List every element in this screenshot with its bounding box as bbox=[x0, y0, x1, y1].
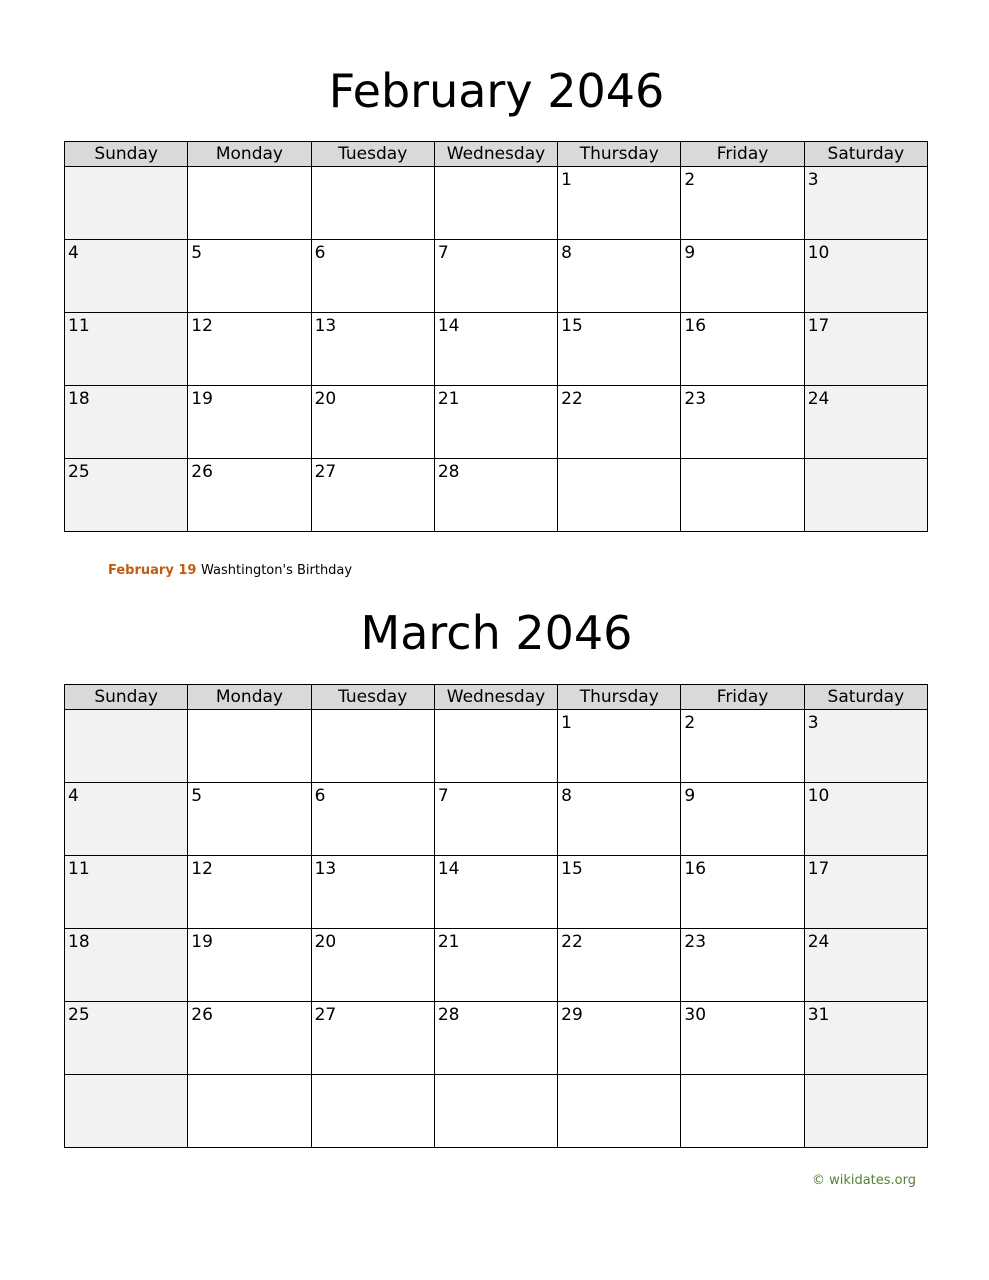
day-number: 14 bbox=[437, 859, 460, 879]
day-cell bbox=[804, 783, 927, 856]
day-number: 10 bbox=[807, 786, 830, 806]
day-number: 3 bbox=[807, 170, 819, 190]
day-cell bbox=[804, 313, 927, 386]
day-cell bbox=[311, 710, 434, 783]
day-cell bbox=[558, 1075, 681, 1148]
day-number: 22 bbox=[561, 389, 583, 409]
day-cell bbox=[65, 1002, 188, 1075]
day-number: 7 bbox=[437, 786, 449, 806]
day-number: 24 bbox=[807, 389, 830, 409]
day-cell bbox=[681, 783, 804, 856]
day-number: 15 bbox=[561, 859, 583, 879]
day-cell bbox=[188, 240, 311, 313]
day-cell bbox=[681, 313, 804, 386]
day-cell bbox=[188, 929, 311, 1002]
weekday-header: Wednesday bbox=[434, 685, 557, 710]
week-row bbox=[65, 240, 928, 313]
weekday-header-row bbox=[65, 685, 928, 710]
day-cell bbox=[188, 1002, 311, 1075]
day-cell bbox=[188, 856, 311, 929]
day-number: 21 bbox=[437, 389, 460, 409]
day-cell bbox=[558, 783, 681, 856]
weekday-header: Thursday bbox=[558, 142, 681, 167]
week-row bbox=[65, 167, 928, 240]
day-number: 25 bbox=[68, 462, 90, 482]
day-cell bbox=[804, 929, 927, 1002]
day-number: 27 bbox=[314, 462, 337, 482]
day-cell bbox=[311, 386, 434, 459]
day-number: 6 bbox=[314, 786, 326, 806]
day-cell bbox=[65, 929, 188, 1002]
day-number: 12 bbox=[191, 316, 213, 336]
day-cell bbox=[681, 240, 804, 313]
day-number: 19 bbox=[191, 389, 213, 409]
day-number: 8 bbox=[561, 243, 572, 263]
day-cell bbox=[681, 929, 804, 1002]
day-number: 18 bbox=[68, 389, 90, 409]
day-cell bbox=[188, 459, 311, 532]
day-number: 30 bbox=[684, 1005, 707, 1025]
day-cell bbox=[188, 783, 311, 856]
week-row bbox=[65, 856, 928, 929]
day-cell bbox=[434, 1002, 557, 1075]
day-cell bbox=[311, 167, 434, 240]
day-number: 28 bbox=[437, 1005, 460, 1025]
day-cell bbox=[65, 240, 188, 313]
day-cell bbox=[558, 240, 681, 313]
day-cell bbox=[804, 167, 927, 240]
weekday-header-row bbox=[65, 142, 928, 167]
day-cell bbox=[804, 710, 927, 783]
day-number: 4 bbox=[68, 786, 79, 806]
weekday-header: Sunday bbox=[65, 685, 188, 710]
day-cell bbox=[434, 929, 557, 1002]
day-number: 14 bbox=[437, 316, 460, 336]
holiday-name: Washtington's Birthday bbox=[201, 563, 353, 578]
day-number: 6 bbox=[314, 243, 326, 263]
day-cell bbox=[188, 710, 311, 783]
weekday-header: Saturday bbox=[804, 685, 927, 710]
day-number: 2 bbox=[684, 713, 696, 733]
day-cell bbox=[804, 386, 927, 459]
day-number: 10 bbox=[807, 243, 830, 263]
day-number bbox=[435, 1075, 557, 1078]
day-number bbox=[681, 1075, 803, 1078]
weekday-header: Wednesday bbox=[434, 142, 557, 167]
day-number bbox=[805, 459, 927, 462]
day-number bbox=[188, 1075, 310, 1078]
day-number: 18 bbox=[68, 932, 90, 952]
week-row bbox=[65, 1002, 928, 1075]
day-cell bbox=[65, 1075, 188, 1148]
day-cell bbox=[804, 1002, 927, 1075]
day-cell bbox=[681, 856, 804, 929]
day-cell bbox=[188, 313, 311, 386]
day-number bbox=[188, 710, 310, 713]
day-number: 2 bbox=[684, 170, 696, 190]
day-number: 3 bbox=[807, 713, 819, 733]
day-number: 16 bbox=[684, 859, 707, 879]
calendar-body bbox=[65, 710, 928, 1148]
day-number: 25 bbox=[68, 1005, 90, 1025]
week-row bbox=[65, 710, 928, 783]
day-number: 29 bbox=[561, 1005, 583, 1025]
day-number: 15 bbox=[561, 316, 583, 336]
day-cell bbox=[804, 240, 927, 313]
day-number: 8 bbox=[561, 786, 572, 806]
day-number bbox=[65, 1075, 187, 1078]
day-number: 13 bbox=[314, 316, 337, 336]
weekday-header: Saturday bbox=[804, 142, 927, 167]
day-number: 26 bbox=[191, 1005, 213, 1025]
day-cell bbox=[558, 459, 681, 532]
day-cell bbox=[681, 386, 804, 459]
day-cell bbox=[311, 783, 434, 856]
day-number: 9 bbox=[684, 243, 696, 263]
week-row bbox=[65, 783, 928, 856]
day-cell bbox=[558, 167, 681, 240]
day-cell bbox=[558, 710, 681, 783]
day-cell bbox=[311, 856, 434, 929]
day-number: 5 bbox=[191, 243, 203, 263]
day-cell bbox=[681, 1002, 804, 1075]
day-number bbox=[312, 167, 434, 170]
day-cell bbox=[434, 313, 557, 386]
day-number bbox=[312, 710, 434, 713]
day-cell bbox=[311, 459, 434, 532]
day-number bbox=[65, 167, 187, 170]
day-cell bbox=[188, 167, 311, 240]
weekday-header: Tuesday bbox=[311, 142, 434, 167]
day-cell bbox=[434, 459, 557, 532]
day-number bbox=[805, 1075, 927, 1078]
week-row bbox=[65, 929, 928, 1002]
day-number: 12 bbox=[191, 859, 213, 879]
day-cell bbox=[434, 167, 557, 240]
day-cell bbox=[65, 856, 188, 929]
day-number: 1 bbox=[561, 713, 572, 733]
day-cell bbox=[804, 459, 927, 532]
day-number: 19 bbox=[191, 932, 213, 952]
day-number: 20 bbox=[314, 932, 337, 952]
day-cell bbox=[311, 1075, 434, 1148]
day-number: 13 bbox=[314, 859, 337, 879]
day-number: 11 bbox=[68, 859, 90, 879]
day-number: 16 bbox=[684, 316, 707, 336]
day-cell bbox=[558, 386, 681, 459]
weekday-header: Friday bbox=[681, 685, 804, 710]
day-cell bbox=[434, 386, 557, 459]
day-cell bbox=[188, 1075, 311, 1148]
week-row bbox=[65, 313, 928, 386]
day-number bbox=[65, 710, 187, 713]
day-number: 24 bbox=[807, 932, 830, 952]
day-cell bbox=[65, 459, 188, 532]
day-cell bbox=[681, 459, 804, 532]
day-number bbox=[681, 459, 803, 462]
day-number: 17 bbox=[807, 316, 830, 336]
week-row bbox=[65, 1075, 928, 1148]
day-cell bbox=[558, 313, 681, 386]
day-cell bbox=[804, 856, 927, 929]
day-number: 9 bbox=[684, 786, 696, 806]
day-number: 4 bbox=[68, 243, 79, 263]
holiday-list-february bbox=[108, 562, 352, 580]
day-cell bbox=[434, 783, 557, 856]
weekday-header: Sunday bbox=[65, 142, 188, 167]
day-cell bbox=[65, 710, 188, 783]
day-cell bbox=[65, 386, 188, 459]
weekday-header: Monday bbox=[188, 685, 311, 710]
holiday-date: February 19 bbox=[108, 563, 197, 578]
day-cell bbox=[311, 929, 434, 1002]
footer-credit[interactable]: © wikidates.org bbox=[811, 1173, 916, 1188]
day-cell bbox=[558, 1002, 681, 1075]
day-number bbox=[435, 710, 557, 713]
day-cell bbox=[65, 167, 188, 240]
day-number: 7 bbox=[437, 243, 449, 263]
day-number: 22 bbox=[561, 932, 583, 952]
week-row bbox=[65, 459, 928, 532]
month-title-february: February 2046 bbox=[328, 64, 665, 118]
day-cell bbox=[434, 710, 557, 783]
weekday-header: Thursday bbox=[558, 685, 681, 710]
day-number: 31 bbox=[807, 1005, 830, 1025]
day-number: 5 bbox=[191, 786, 203, 806]
day-cell bbox=[65, 313, 188, 386]
day-cell bbox=[434, 856, 557, 929]
day-number: 21 bbox=[437, 932, 460, 952]
day-number: 11 bbox=[68, 316, 90, 336]
day-number: 26 bbox=[191, 462, 213, 482]
month-title-march: March 2046 bbox=[360, 606, 633, 660]
calendar-february bbox=[64, 141, 928, 532]
day-cell bbox=[311, 313, 434, 386]
calendar-march bbox=[64, 684, 928, 1148]
day-cell bbox=[434, 1075, 557, 1148]
day-cell bbox=[65, 783, 188, 856]
day-number bbox=[435, 167, 557, 170]
weekday-header: Tuesday bbox=[311, 685, 434, 710]
day-number: 23 bbox=[684, 389, 707, 409]
day-number: 1 bbox=[561, 170, 572, 190]
calendar-body bbox=[65, 167, 928, 532]
day-number bbox=[188, 167, 310, 170]
day-cell bbox=[681, 167, 804, 240]
weekday-header: Friday bbox=[681, 142, 804, 167]
day-cell bbox=[558, 929, 681, 1002]
day-cell bbox=[558, 856, 681, 929]
day-cell bbox=[311, 1002, 434, 1075]
day-cell bbox=[188, 386, 311, 459]
day-cell bbox=[681, 1075, 804, 1148]
day-number: 17 bbox=[807, 859, 830, 879]
weekday-header: Monday bbox=[188, 142, 311, 167]
day-cell bbox=[804, 1075, 927, 1148]
day-number: 23 bbox=[684, 932, 707, 952]
day-number: 28 bbox=[437, 462, 460, 482]
week-row bbox=[65, 386, 928, 459]
day-number bbox=[312, 1075, 434, 1078]
day-number bbox=[558, 459, 680, 462]
day-number bbox=[558, 1075, 680, 1078]
day-cell bbox=[681, 710, 804, 783]
day-cell bbox=[311, 240, 434, 313]
day-number: 27 bbox=[314, 1005, 337, 1025]
day-cell bbox=[434, 240, 557, 313]
day-number: 20 bbox=[314, 389, 337, 409]
